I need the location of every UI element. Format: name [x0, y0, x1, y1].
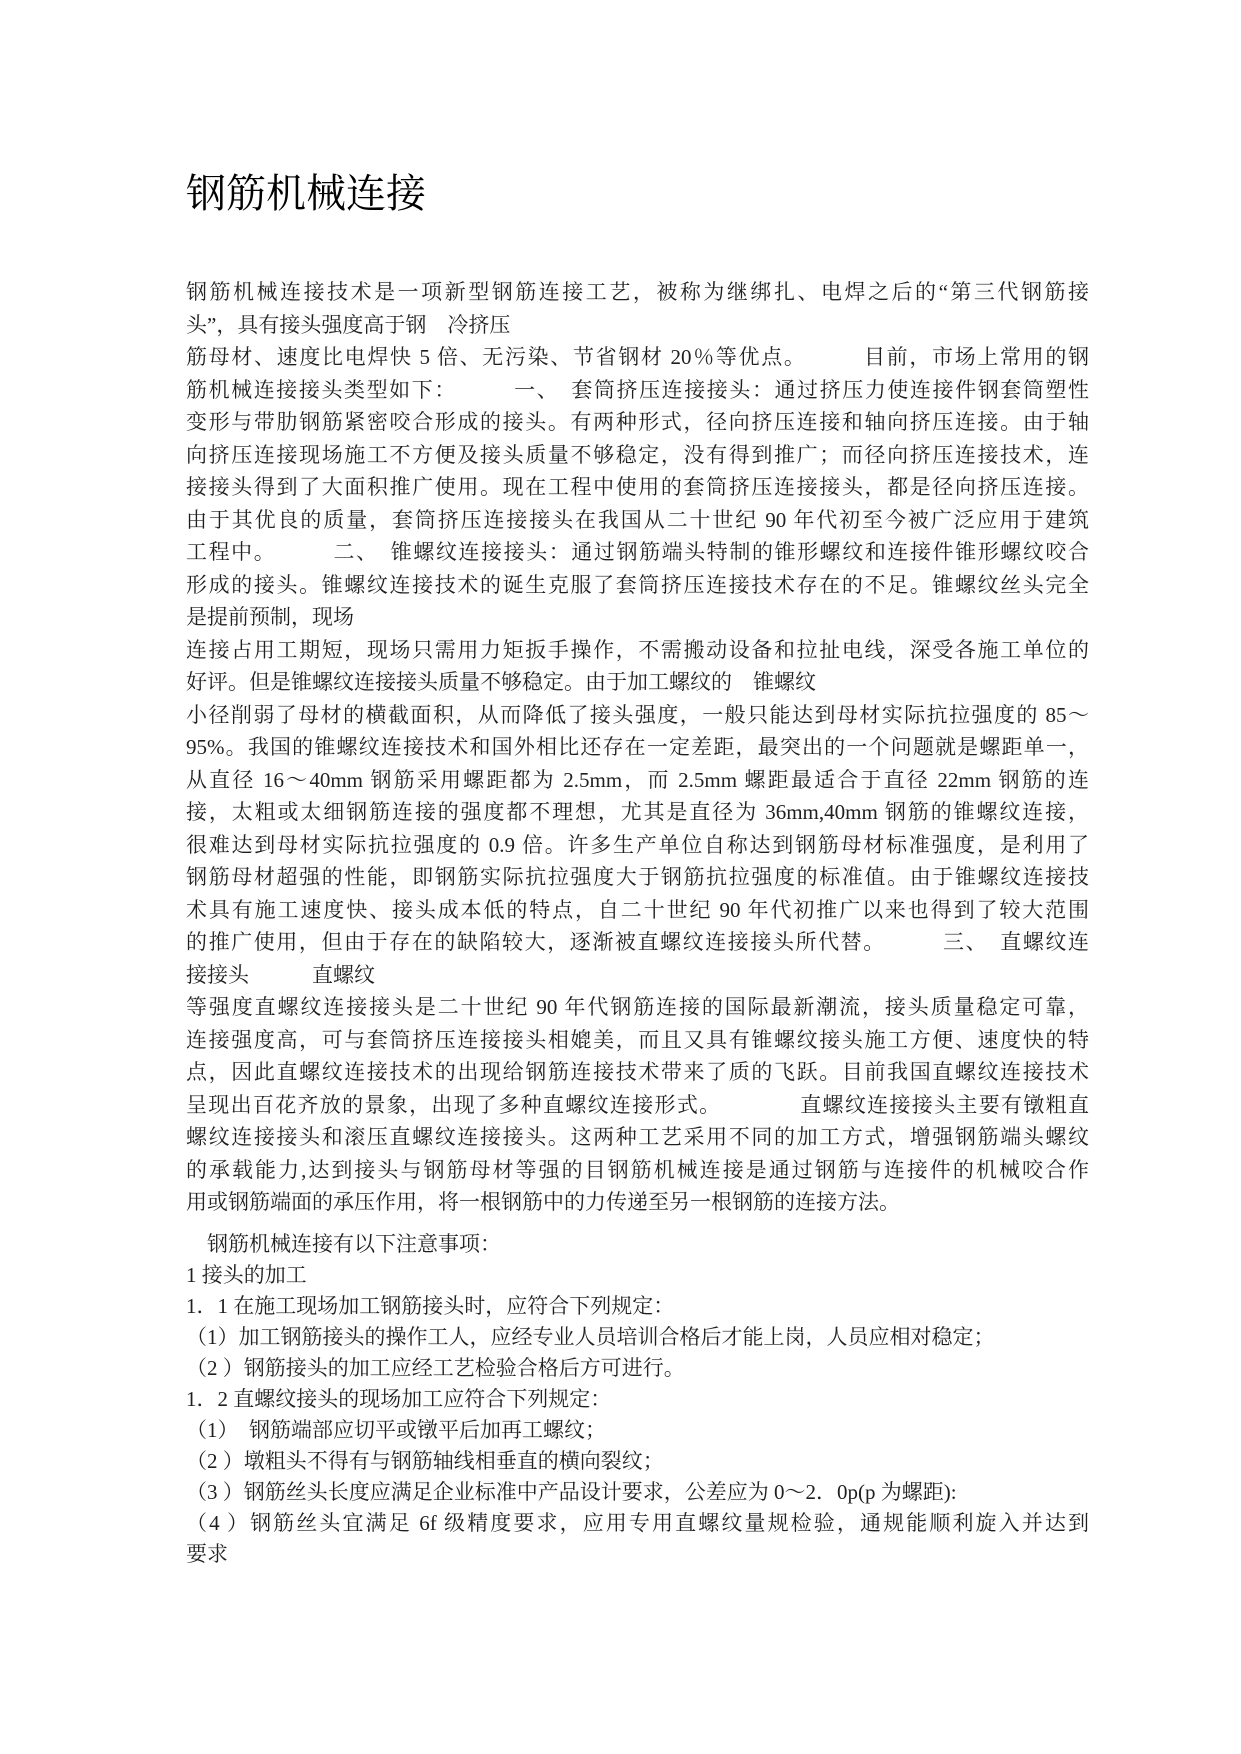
text-line: 头”，具有接头强度高于钢 冷挤压 — [186, 312, 511, 337]
text-line: 工程中。 二、 锥螺纹连接接头：通过钢筋端头特制的锥形螺纹和连接件锥形螺纹咬合 — [186, 540, 1089, 564]
text-line: 很难达到母材实际抗拉强度的 0.9 倍。许多生产单位自称达到钢筋母材标准强度，是利用了 — [186, 832, 1089, 857]
text-line: 形成的接头。锥螺纹连接技术的诞生克服了套筒挤压连接技术存在的不足。锥螺纹丝头完全 — [186, 572, 1089, 597]
text-line: 点，因此直螺纹连接技术的出现给钢筋连接技术带来了质的飞跃。目前我国直螺纹连接技术 — [186, 1060, 1089, 1084]
text-line: 向挤压连接现场施工不方便及接头质量不够稳定，没有得到推广；而径向挤压连接技术，连 — [186, 442, 1089, 467]
text-line: 1．2 直螺纹接头的现场加工应符合下列规定： — [186, 1387, 612, 1411]
text-line: （2 ）墩粗头不得有与钢筋轴线相垂直的横向裂纹； — [186, 1449, 664, 1473]
text-line: 连接强度高，可与套筒挤压连接接头相媲美，而且又具有锥螺纹接头施工方便、速度快的特 — [186, 1027, 1089, 1052]
text-line: 接，太粗或太细钢筋连接的强度都不理想，尤其是直径为 36mm,40mm 钢筋的锥螺纹连接， — [186, 800, 1089, 824]
text-line: （2 ）钢筋接头的加工应经工艺检验合格后方可进行。 — [186, 1356, 685, 1380]
text-line: 等强度直螺纹连接接头是二十世纪 90 年代钢筋连接的国际最新潮流，接头质量稳定可靠， — [186, 995, 1089, 1019]
text-line: （4 ）钢筋丝头宜满足 6f 级精度要求，应用专用直螺纹量规检验，通规能顺利旋入并达到 — [186, 1511, 1089, 1535]
text-line: 由于其优良的质量，套筒挤压连接接头在我国从二十世纪 90 年代初至今被广泛应用于建筑 — [186, 507, 1089, 532]
text-line: 要求 — [186, 1542, 228, 1566]
text-line: 1 接头的加工 — [186, 1263, 307, 1287]
notes-section — [186, 1229, 1089, 1570]
text-line: 好评。但是锥螺纹连接接头质量不够稳定。由于加工螺纹的 锥螺纹 — [186, 670, 816, 694]
text-line: 接接头得到了大面积推广使用。现在工程中使用的套筒挤压连接接头，都是径向挤压连接。 — [186, 475, 1089, 499]
text-line: 接接头 直螺纹 — [186, 962, 375, 987]
text-line: 用或钢筋端面的承压作用，将一根钢筋中的力传递至另一根钢筋的连接方法。 — [186, 1190, 900, 1214]
text-line: 筋母材、速度比电焊快 5 倍、无污染、节省钢材 20％等优点。 目前，市场上常用的钢 — [186, 345, 1089, 369]
text-line: 变形与带肋钢筋紧密咬合形成的接头。有两种形式，径向挤压连接和轴向挤压连接。由于轴 — [186, 410, 1089, 434]
text-line: 钢筋机械连接技术是一项新型钢筋连接工艺，被称为继绑扎、电焊之后的“第三代钢筋接 — [186, 280, 1089, 304]
text-line: 筋机械连接接头类型如下： 一、 套筒挤压连接接头：通过挤压力使连接件钢套筒塑性 — [186, 377, 1089, 402]
text-line: （3 ）钢筋丝头长度应满足企业标准中产品设计要求，公差应为 0～2．0p(p 为螺距): — [186, 1480, 957, 1504]
text-line: 的推广使用，但由于存在的缺陷较大，逐渐被直螺纹连接接头所代替。 三、 直螺纹连 — [186, 930, 1089, 954]
text-line: 从直径 16～40mm 钢筋采用螺距都为 2.5mm，而 2.5mm 螺距最适合于直径 22mm 钢筋的连 — [186, 767, 1089, 792]
text-line: 螺纹连接接头和滚压直螺纹连接接头。这两种工艺采用不同的加工方式，增强钢筋端头螺纹 — [186, 1125, 1089, 1149]
body-paragraph — [186, 276, 1089, 1219]
text-line: 钢筋母材超强的性能，即钢筋实际抗拉强度大于钢筋抗拉强度的标准值。由于锥螺纹连接技 — [186, 865, 1089, 889]
text-line: 95%。我国的锥螺纹连接技术和国外相比还存在一定差距，最突出的一个问题就是螺距单一， — [186, 735, 1089, 759]
text-line: 呈现出百花齐放的景象，出现了多种直螺纹连接形式。 直螺纹连接接头主要有镦粗直 — [186, 1092, 1089, 1117]
document-title: 钢筋机械连接 — [186, 172, 426, 216]
text-line: 1．1 在施工现场加工钢筋接头时，应符合下列规定： — [186, 1294, 675, 1318]
text-line: 钢筋机械连接有以下注意事项： — [186, 1232, 501, 1256]
text-line: 连接占用工期短，现场只需用力矩扳手操作，不需搬动设备和拉扯电线，深受各施工单位的 — [186, 637, 1089, 662]
text-line: 的承载能力,达到接头与钢筋母材等强的目钢筋机械连接是通过钢筋与连接件的机械咬合作 — [186, 1157, 1089, 1182]
text-line: 小径削弱了母材的横截面积，从而降低了接头强度，一般只能达到母材实际抗拉强度的 85～ — [186, 702, 1089, 727]
text-line: （1） 钢筋端部应切平或镦平后加再工螺纹； — [186, 1418, 606, 1442]
text-line: 术具有施工速度快、接头成本低的特点，自二十世纪 90 年代初推广以来也得到了较大范围 — [186, 897, 1089, 922]
text-line: 是提前预制，现场 — [186, 605, 354, 629]
text-line: （1）加工钢筋接头的操作工人，应经专业人员培训合格后才能上岗，人员应相对稳定； — [186, 1325, 995, 1349]
